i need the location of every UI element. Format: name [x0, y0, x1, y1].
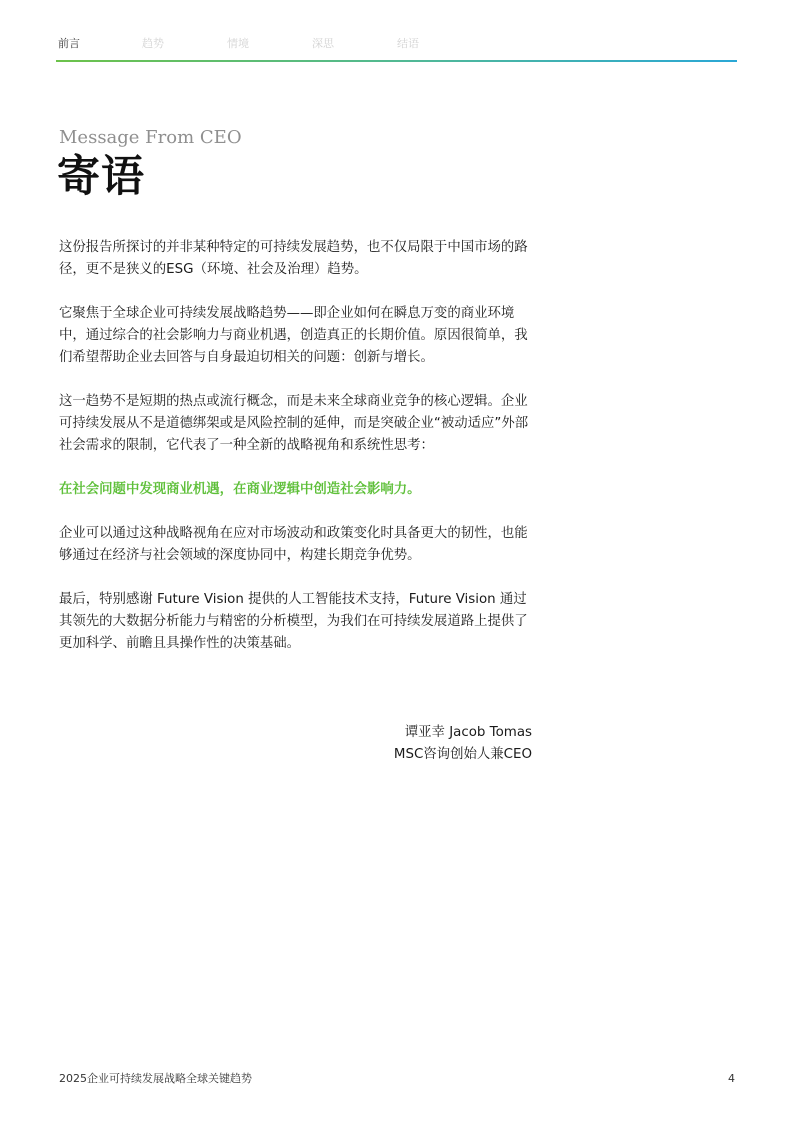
footer-report-title: 2025企业可持续发展战略全球关键趋势 [59, 1072, 252, 1085]
section-eyebrow: Message From CEO [59, 127, 242, 148]
tab-trends[interactable]: 趋势 [142, 37, 164, 50]
signature-role: MSC咨询创始人兼CEO [393, 747, 532, 762]
signature-name: 谭亚幸 Jacob Tomas [404, 725, 532, 740]
paragraph-2: 它聚焦于全球企业可持续发展战略趋势——即企业如何在瞬息万变的商业环境中，通过综合的社会影响力与商业机遇，创造真正的长期价值。原因很简单，我们希望帮助企业去回答与自身最迫切相关的问题：创新与增长。 [59, 306, 528, 365]
page-number: 4 [728, 1072, 735, 1085]
paragraph-1: 这份报告所探讨的并非某种特定的可持续发展趋势，也不仅局限于中国市场的路径，更不是狭义的ESG（环境、社会及治理）趋势。 [59, 240, 528, 277]
paragraph-3: 这一趋势不是短期的热点或流行概念，而是未来全球商业竞争的核心逻辑。企业可持续发展从不是道德绑架或是风险控制的延伸，而是突破企业“被动适应”外部社会需求的限制，它代表了一种全新的战略视角和系统性思考： [59, 394, 529, 453]
tab-scenarios[interactable]: 情境 [227, 37, 249, 50]
tab-preface[interactable]: 前言 [58, 37, 80, 50]
signature-block [300, 722, 532, 766]
paragraph-6: 最后，特别感谢 Future Vision 提供的人工智能技术支持，Future Vision 通过其领先的大数据分析能力与精密的分析模型，为我们在可持续发展道路上提供了更加科学、前瞻且具操作性的决策基础。 [59, 592, 528, 651]
body-text [59, 237, 535, 677]
paragraph-5: 企业可以通过这种战略视角在应对市场波动和政策变化时具备更大的韧性，也能够通过在经济与社会领域的深度协同中，构建长期竞争优势。 [59, 526, 528, 563]
section-nav [58, 36, 738, 52]
tab-reflections[interactable]: 深思 [312, 37, 334, 50]
highlight-quote: 在社会问题中发现商业机遇，在商业逻辑中创造社会影响力。 [59, 482, 421, 497]
tab-conclusion[interactable]: 结语 [397, 37, 419, 50]
nav-divider [56, 60, 737, 62]
page-title: 寄语 [57, 152, 145, 202]
